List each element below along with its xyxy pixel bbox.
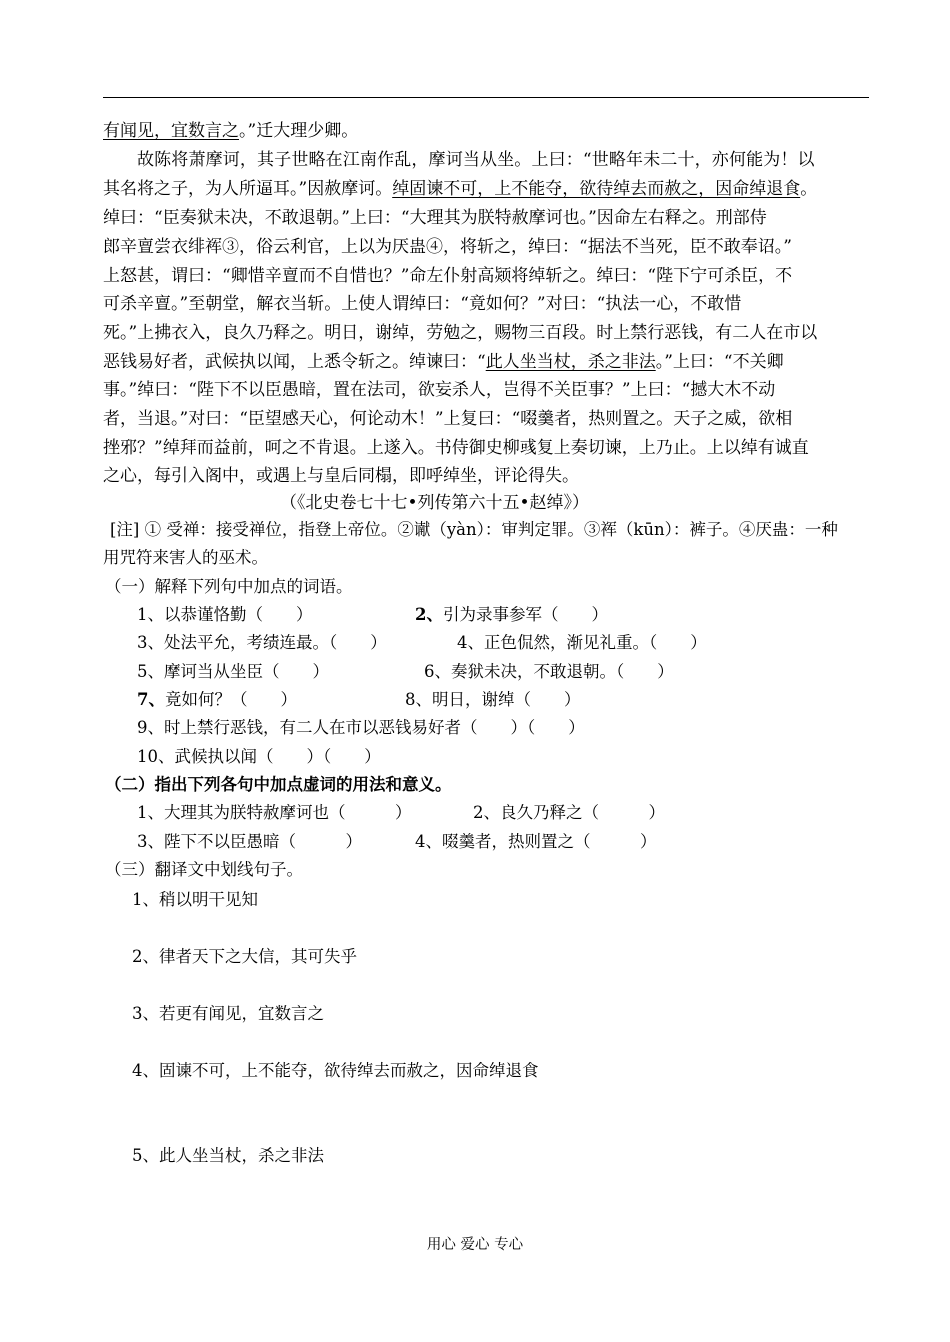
question-text: 引为录事参军（ ） (442, 605, 608, 624)
question-item: 10、武候执以闻（ ）（ ） (137, 747, 381, 766)
question-item: 1、以恭谨恪勤（ ） (137, 605, 313, 624)
passage-text: 。”上曰：“不关卿 (655, 352, 784, 372)
underlined-sentence: 此人坐当杖，杀之非法 (485, 352, 656, 372)
translation-item: 3、若更有闻见，宜数言之 (132, 1004, 324, 1023)
translation-item: 1、稍以明干见知 (132, 890, 258, 909)
passage-line: 绰曰：“臣奏狱未决，不敢退朝。”上曰：“大理其为朕特赦摩诃也。”因命左右释之。刑部侍 (103, 208, 767, 228)
passage-line (103, 347, 784, 372)
question-item: 3、处法平允，考绩连最。（ ） (137, 633, 387, 652)
question-item: 8、明日，谢绰（ ） (405, 690, 581, 709)
passage-text: 。”迁大理少卿。 (239, 121, 359, 141)
passage-text: 其名将之子，为人所逼耳。”因赦摩诃。 (103, 179, 393, 199)
section3-heading: （三）翻译文中划线句子。 (105, 860, 303, 879)
question-item: 1、大理其为朕特赦摩诃也（ ） (137, 803, 412, 822)
question-item: 9、时上禁行恶钱，有二人在市以恶钱易好者（ ）（ ） (137, 718, 585, 737)
passage-text: 恶钱易好者，武候执以闻，上悉令斩之。绰谏曰：“ (103, 352, 486, 372)
passage-line: 之心，每引入阁中，或遇上与皇后同榻，即呼绰坐，评论得失。 (103, 466, 579, 486)
passage-line: 可杀辛亶。”至朝堂，解衣当斩。上使人谓绰曰：“竟如何？”对曰：“执法一心，不敢惜 (103, 294, 742, 314)
passage-line: 者，当退。”对曰：“臣望感天心，何论动木！”上复曰：“啜羹者，热则置之。天子之威，欲相 (103, 409, 793, 429)
notes-line: [注] ① 受禅：接受禅位，指登上帝位。②谳（yàn）：审判定罪。③裈（kūn）：裤子。④厌蛊：一种 (110, 520, 838, 539)
source-citation: （《北史卷七十七•列传第六十五•赵绰》） (280, 493, 590, 513)
question-item (415, 601, 608, 625)
translation-item: 4、固谏不可，上不能夺，欲待绰去而赦之，因命绰退食 (132, 1061, 539, 1080)
underlined-sentence: 绰固谏不可，上不能夺，欲待绰去而赦之，因命绰退食 (392, 179, 801, 199)
passage-line: 故陈将萧摩诃，其子世略在江南作乱，摩诃当从坐。上曰：“世略年未二十，亦何能为！以 (137, 150, 815, 170)
question-item: 3、陛下不以臣愚暗（ ） (137, 832, 362, 851)
passage-line: 事。”绰曰：“陛下不以臣愚暗，置在法司，欲妄杀人，岂得不关臣事？”上曰：“撼大木不动 (103, 380, 776, 400)
question-text: 竟如何？（ ） (164, 690, 297, 709)
question-item: 6、奏狱未决，不敢退朝。（ ） (424, 662, 674, 681)
question-item: 4、正色侃然，渐见礼重。（ ） (457, 633, 707, 652)
notes-line: 用咒符来害人的巫术。 (103, 548, 268, 567)
underlined-sentence: 有闻见，宜数言之 (103, 121, 239, 141)
passage-line (103, 116, 358, 141)
passage-line: 死。”上拂衣入，良久乃释之。明日，谢绰，劳勉之，赐物三百段。时上禁行恶钱，有二人在市以 (103, 323, 818, 343)
section1-heading: （一）解释下列句中加点的词语。 (105, 577, 353, 596)
passage-line: 郎辛亶尝衣绯裈③，俗云利官，上以为厌蛊④，将斩之，绰曰：“据法不当死，臣不敢奉诏。” (103, 237, 792, 257)
question-item: 2、良久乃释之（ ） (473, 803, 665, 822)
header-rule (103, 97, 869, 98)
question-item: 5、摩诃当从坐臣（ ） (137, 662, 329, 681)
translation-item: 5、此人坐当杖，杀之非法 (132, 1146, 324, 1165)
question-number: 2、 (415, 605, 443, 624)
page-footer: 用心 爱心 专心 (426, 1237, 524, 1253)
translation-item: 2、律者天下之大信，其可失乎 (132, 947, 357, 966)
question-item (137, 686, 297, 710)
passage-line: 上怒甚，谓曰：“卿惜辛亶而不自惜也？”命左仆射高颎将绰斩之。绰曰：“陛下宁可杀臣，不 (103, 266, 793, 286)
passage-text: 。 (800, 179, 818, 199)
question-number: 7、 (137, 690, 165, 709)
passage-line: 挫邪？”绰拜而益前，呵之不肯退。上遂入。书侍御史柳彧复上奏切谏，上乃止。上以绰有诚直 (103, 438, 809, 458)
question-item: 4、啜羹者，热则置之（ ） (415, 832, 657, 851)
passage-line (103, 174, 817, 199)
section2-heading: （二）指出下列各句中加点虚词的用法和意义。 (105, 775, 452, 794)
